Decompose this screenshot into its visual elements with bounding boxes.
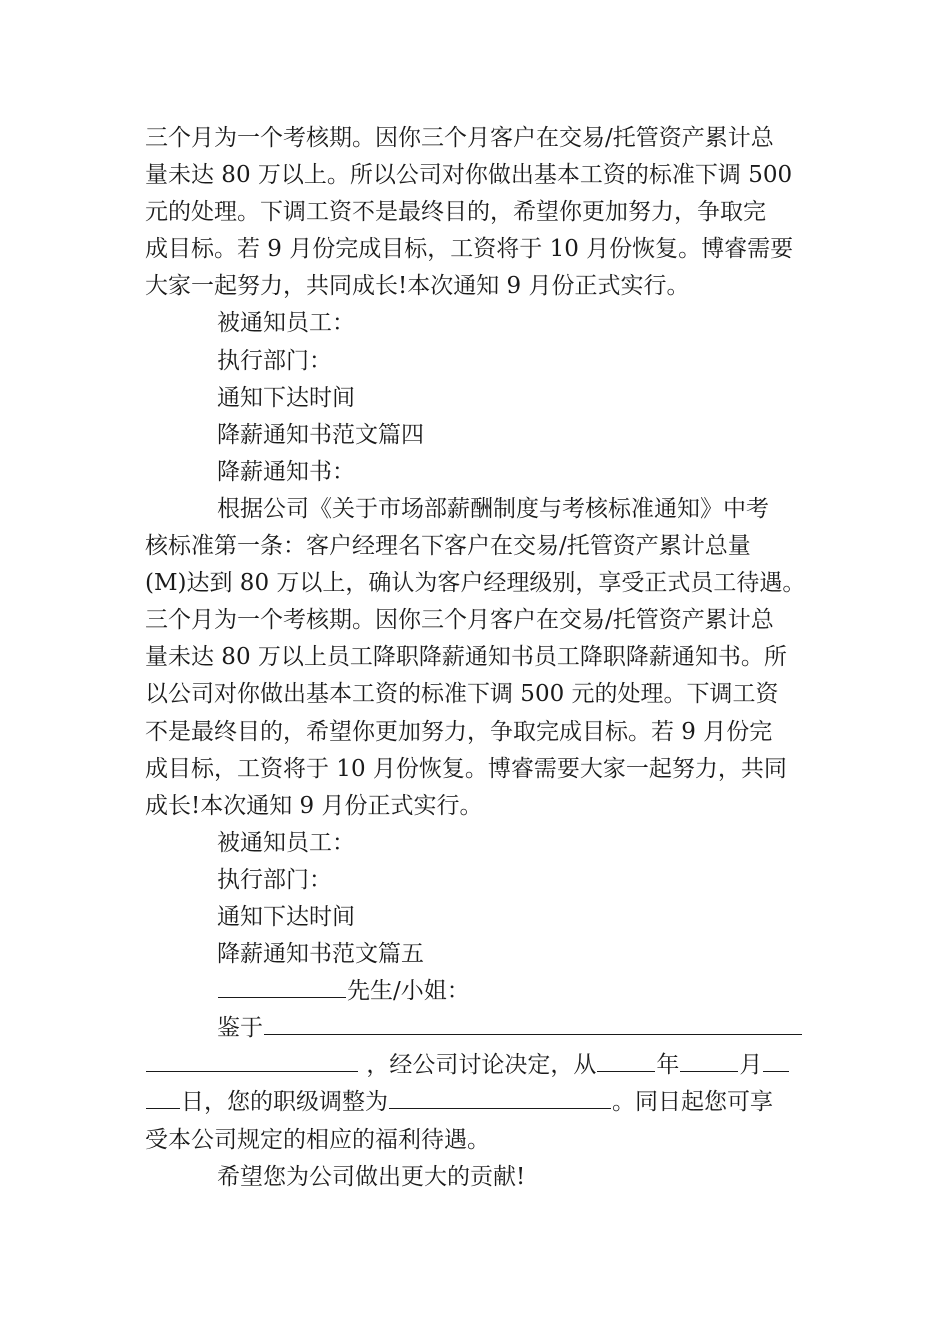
section-four-title: 降薪通知书范文篇四 — [217, 421, 424, 448]
day-blank — [763, 1047, 789, 1072]
grade-line — [145, 1084, 805, 1121]
para2-line-7: 不是最终目的，希望你更加努力，争取完成目标。若 9 月份完 — [145, 718, 773, 745]
grade-blank — [389, 1084, 611, 1109]
document-body — [145, 120, 805, 1196]
para1-line-4: 成目标。若 9 月份完成目标，工资将于 10 月份恢复。博睿需要 — [145, 236, 794, 263]
decision-text: ，经公司讨论决定，从 — [366, 1052, 597, 1079]
para2-line-2: 核标准第一条：客户经理名下客户在交易/托管资产累计总量 — [145, 533, 751, 560]
month-blank — [680, 1047, 738, 1072]
month-label: 月 — [739, 1052, 763, 1079]
year-label: 年 — [656, 1052, 680, 1079]
para2-line-9: 成长!本次通知 9 月份正式实行。 — [145, 792, 483, 819]
para2-line-6: 以公司对你做出基本工资的标准下调 500 元的处理。下调工资 — [145, 681, 779, 708]
salutation-line — [145, 973, 805, 1010]
para2-line-4: 三个月为一个考核期。因你三个月客户在交易/托管资产累计总 — [145, 607, 774, 634]
closing-line: 希望您为公司做出更大的贡献! — [217, 1163, 526, 1190]
notice-time-label: 通知下达时间 — [217, 384, 355, 411]
para1-line-1: 三个月为一个考核期。因你三个月客户在交易/托管资产累计总 — [145, 125, 774, 151]
para1-line-5: 大家一起努力，共同成长!本次通知 9 月份正式实行。 — [145, 273, 690, 300]
benefit-text-1: 。同日起您可享 — [612, 1089, 773, 1116]
day-label: 日，您的职级调整为 — [181, 1089, 388, 1116]
salutation-suffix: 先生/小姐： — [347, 978, 470, 1005]
given-line — [145, 1010, 805, 1047]
day-blank-cont — [146, 1084, 180, 1109]
reason-blank-cont — [146, 1047, 358, 1072]
notice-time-label-2: 通知下达时间 — [217, 903, 355, 930]
notice-title: 降薪通知书： — [217, 458, 355, 485]
executing-department-label: 执行部门： — [217, 347, 332, 374]
section-five-title: 降薪通知书范文篇五 — [217, 941, 424, 968]
para1-line-3: 元的处理。下调工资不是最终目的，希望你更加努力，争取完 — [145, 199, 766, 226]
reason-blank — [264, 1010, 802, 1035]
para2-line-3: (M)达到 80 万以上，确认为客户经理级别，享受正式员工待遇。 — [145, 570, 806, 597]
name-blank — [218, 973, 346, 998]
para2-line-5: 量未达 80 万以上员工降职降薪通知书员工降职降薪通知书。所 — [145, 644, 787, 671]
year-blank — [597, 1047, 655, 1072]
executing-department-label-2: 执行部门： — [217, 866, 332, 893]
decision-line — [145, 1047, 805, 1084]
benefit-line: 受本公司规定的相应的福利待遇。 — [145, 1126, 490, 1153]
para2-line-8: 成目标，工资将于 10 月份恢复。博睿需要大家一起努力，共同 — [145, 755, 787, 782]
para2-line-1: 根据公司《关于市场部薪酬制度与考核标准通知》中考 — [217, 495, 769, 522]
given-prefix: 鉴于 — [217, 1015, 263, 1042]
notified-employee-label: 被通知员工： — [217, 310, 355, 337]
para1-line-2: 量未达 80 万以上。所以公司对你做出基本工资的标准下调 500 — [145, 162, 793, 189]
notified-employee-label-2: 被通知员工： — [217, 829, 355, 856]
